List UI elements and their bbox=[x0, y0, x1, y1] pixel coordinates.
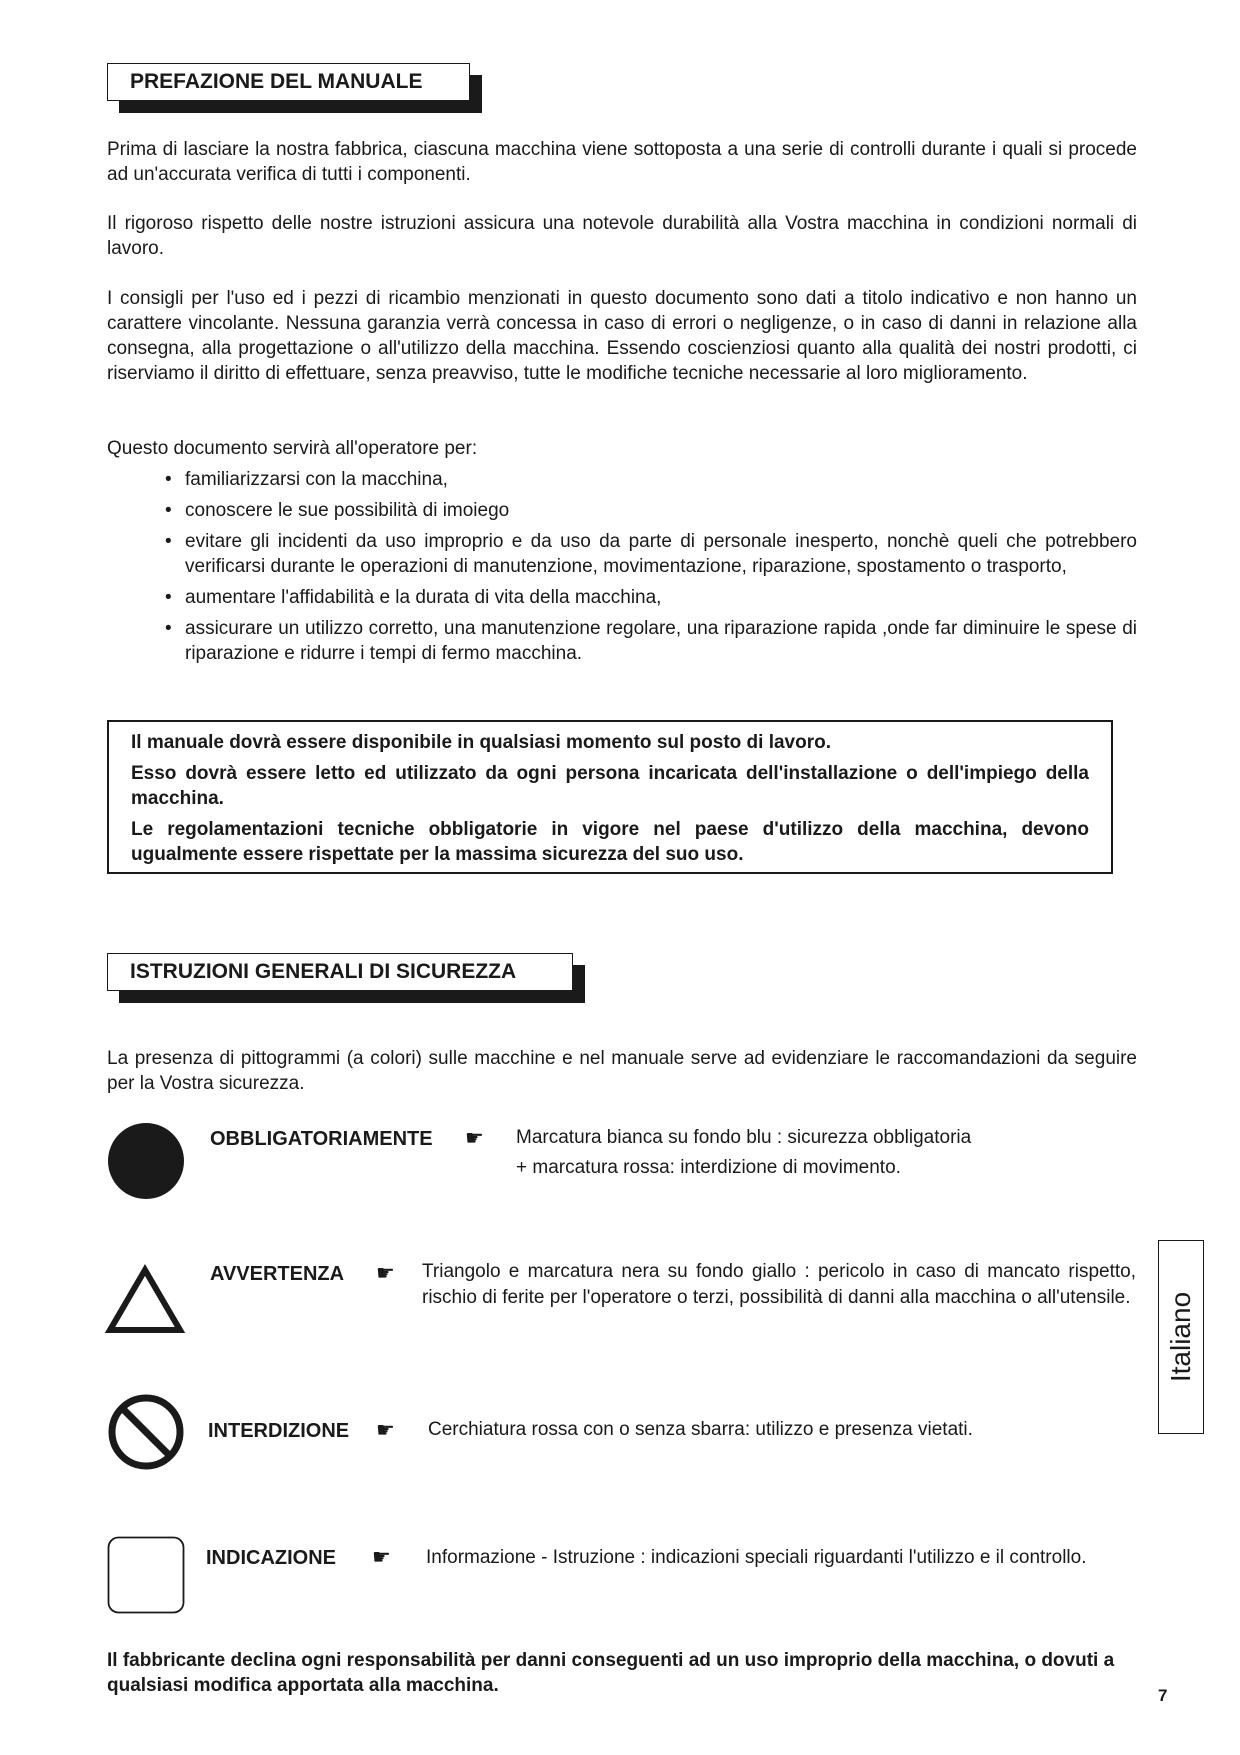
picto-label-warning: AVVERTENZA bbox=[210, 1263, 345, 1285]
list-item: • assicurare un utilizzo corretto, una manutenzione regolare, una riparazione rapida ,onde far diminuire le spese di riparazione e ridurre i tempi di fermo macchina. bbox=[165, 618, 1137, 664]
bullet-dot: • bbox=[165, 500, 172, 521]
list-item: • familiarizzarsi con la macchina, bbox=[165, 469, 448, 490]
bullet-dot: • bbox=[165, 587, 172, 608]
notice-line-2: Esso dovrà essere letto ed utilizzato da ogni persona incaricata dell'installazione o dell'impiego della macchina. bbox=[131, 763, 1089, 809]
preface-paragraph-3: I consigli per l'uso ed i pezzi di ricambio menzionati in questo documento sono dati a titolo indicativo e non hanno un carattere vincolante. Nessuna garanzia verrà concessa in caso di errori o negligenze, o in caso di danni in relazione alla consegna, alla progettazione o all'utilizzo della macchina. Essendo coscienziosi quanto alla qualità dei nostri prodotti, ci riserviamo il diritto di effettuare, senza preavviso, tutte le modifiche tecniche necessarie al loro miglioramento. bbox=[107, 288, 1137, 384]
section-title-preface: PREFAZIONE DEL MANUALE bbox=[107, 63, 470, 101]
pointing-hand-icon: ☛ bbox=[465, 1127, 484, 1150]
page-number: 7 bbox=[1158, 1686, 1168, 1705]
preface-intro: Questo documento servirà all'operatore per: bbox=[107, 438, 478, 459]
picto-desc-indication: Informazione - Istruzione : indicazioni speciali riguardanti l'utilizzo e il controllo. bbox=[426, 1547, 1087, 1568]
mandatory-circle-icon bbox=[107, 1122, 185, 1200]
notice-box bbox=[107, 720, 1113, 874]
section-title-safety: ISTRUZIONI GENERALI DI SICUREZZA bbox=[107, 953, 573, 991]
pointing-hand-icon: ☛ bbox=[376, 1419, 395, 1442]
picto-desc-mandatory-1: Marcatura bianca su fondo blu : sicurezza obbligatoria bbox=[516, 1127, 972, 1148]
preface-paragraph-1: Prima di lasciare la nostra fabbrica, ciascuna macchina viene sottoposta a una serie di controlli durante i quali si procede ad un'accurata verifica di tutti i componenti. bbox=[107, 139, 1137, 185]
notice-line-1: Il manuale dovrà essere disponibile in qualsiasi momento sul posto di lavoro. bbox=[131, 732, 832, 753]
disclaimer: Il fabbricante declina ogni responsabilità per danni conseguenti ad un uso improprio della macchina, o dovuti a qualsiasi modifica apportata alla macchina. bbox=[107, 1650, 1115, 1696]
list-item: • conoscere le sue possibilità di imoiego bbox=[165, 500, 510, 521]
language-label: Italiano bbox=[1165, 1291, 1196, 1383]
bullet-dot: • bbox=[165, 531, 172, 552]
warning-triangle-icon bbox=[105, 1264, 185, 1336]
prohibition-icon bbox=[107, 1393, 185, 1471]
pointing-hand-icon: ☛ bbox=[372, 1546, 391, 1569]
list-item: • evitare gli incidenti da uso improprio e da uso da parte di personale inesperto, nonchè queli che potrebbero verificarsi durante le operazioni di manutenzione, movimentazione, riparazione, spostamento o trasporto, bbox=[165, 531, 1137, 577]
language-side-tab bbox=[1158, 1240, 1204, 1434]
picto-desc-prohibition: Cerchiatura rossa con o senza sbarra: utilizzo e presenza vietati. bbox=[428, 1419, 973, 1440]
indication-square-icon bbox=[107, 1536, 185, 1614]
bullet-dot: • bbox=[165, 618, 172, 639]
preface-bullet-list bbox=[160, 467, 1137, 672]
pointing-hand-icon: ☛ bbox=[376, 1262, 395, 1285]
picto-label-mandatory: OBBLIGATORIAMENTE bbox=[210, 1128, 433, 1150]
picto-label-indication: INDICAZIONE bbox=[206, 1547, 336, 1569]
bullet-dot: • bbox=[165, 469, 172, 490]
safety-intro: La presenza di pittogrammi (a colori) sulle macchine e nel manuale serve ad evidenziare le raccomandazioni da seguire per la Vostra sicurezza. bbox=[107, 1048, 1137, 1094]
preface-paragraph-2: Il rigoroso rispetto delle nostre istruzioni assicura una notevole durabilità alla Vostra macchina in condizioni normali di lavoro. bbox=[107, 213, 1137, 259]
list-item: • aumentare l'affidabilità e la durata di vita della macchina, bbox=[165, 587, 662, 608]
notice-line-3: Le regolamentazioni tecniche obbligatorie in vigore nel paese d'utilizzo della macchina, devono ugualmente essere rispettate per la massima sicurezza del suo uso. bbox=[131, 819, 1089, 865]
picto-label-prohibition: INTERDIZIONE bbox=[208, 1420, 350, 1442]
picto-desc-mandatory-2: + marcatura rossa: interdizione di movimento. bbox=[516, 1157, 901, 1178]
picto-desc-warning: Triangolo e marcatura nera su fondo giallo : pericolo in caso di mancato rispetto, rischio di ferite per l'operatore o terzi, possibilità di danni alla macchina o all'utensile. bbox=[422, 1261, 1136, 1308]
